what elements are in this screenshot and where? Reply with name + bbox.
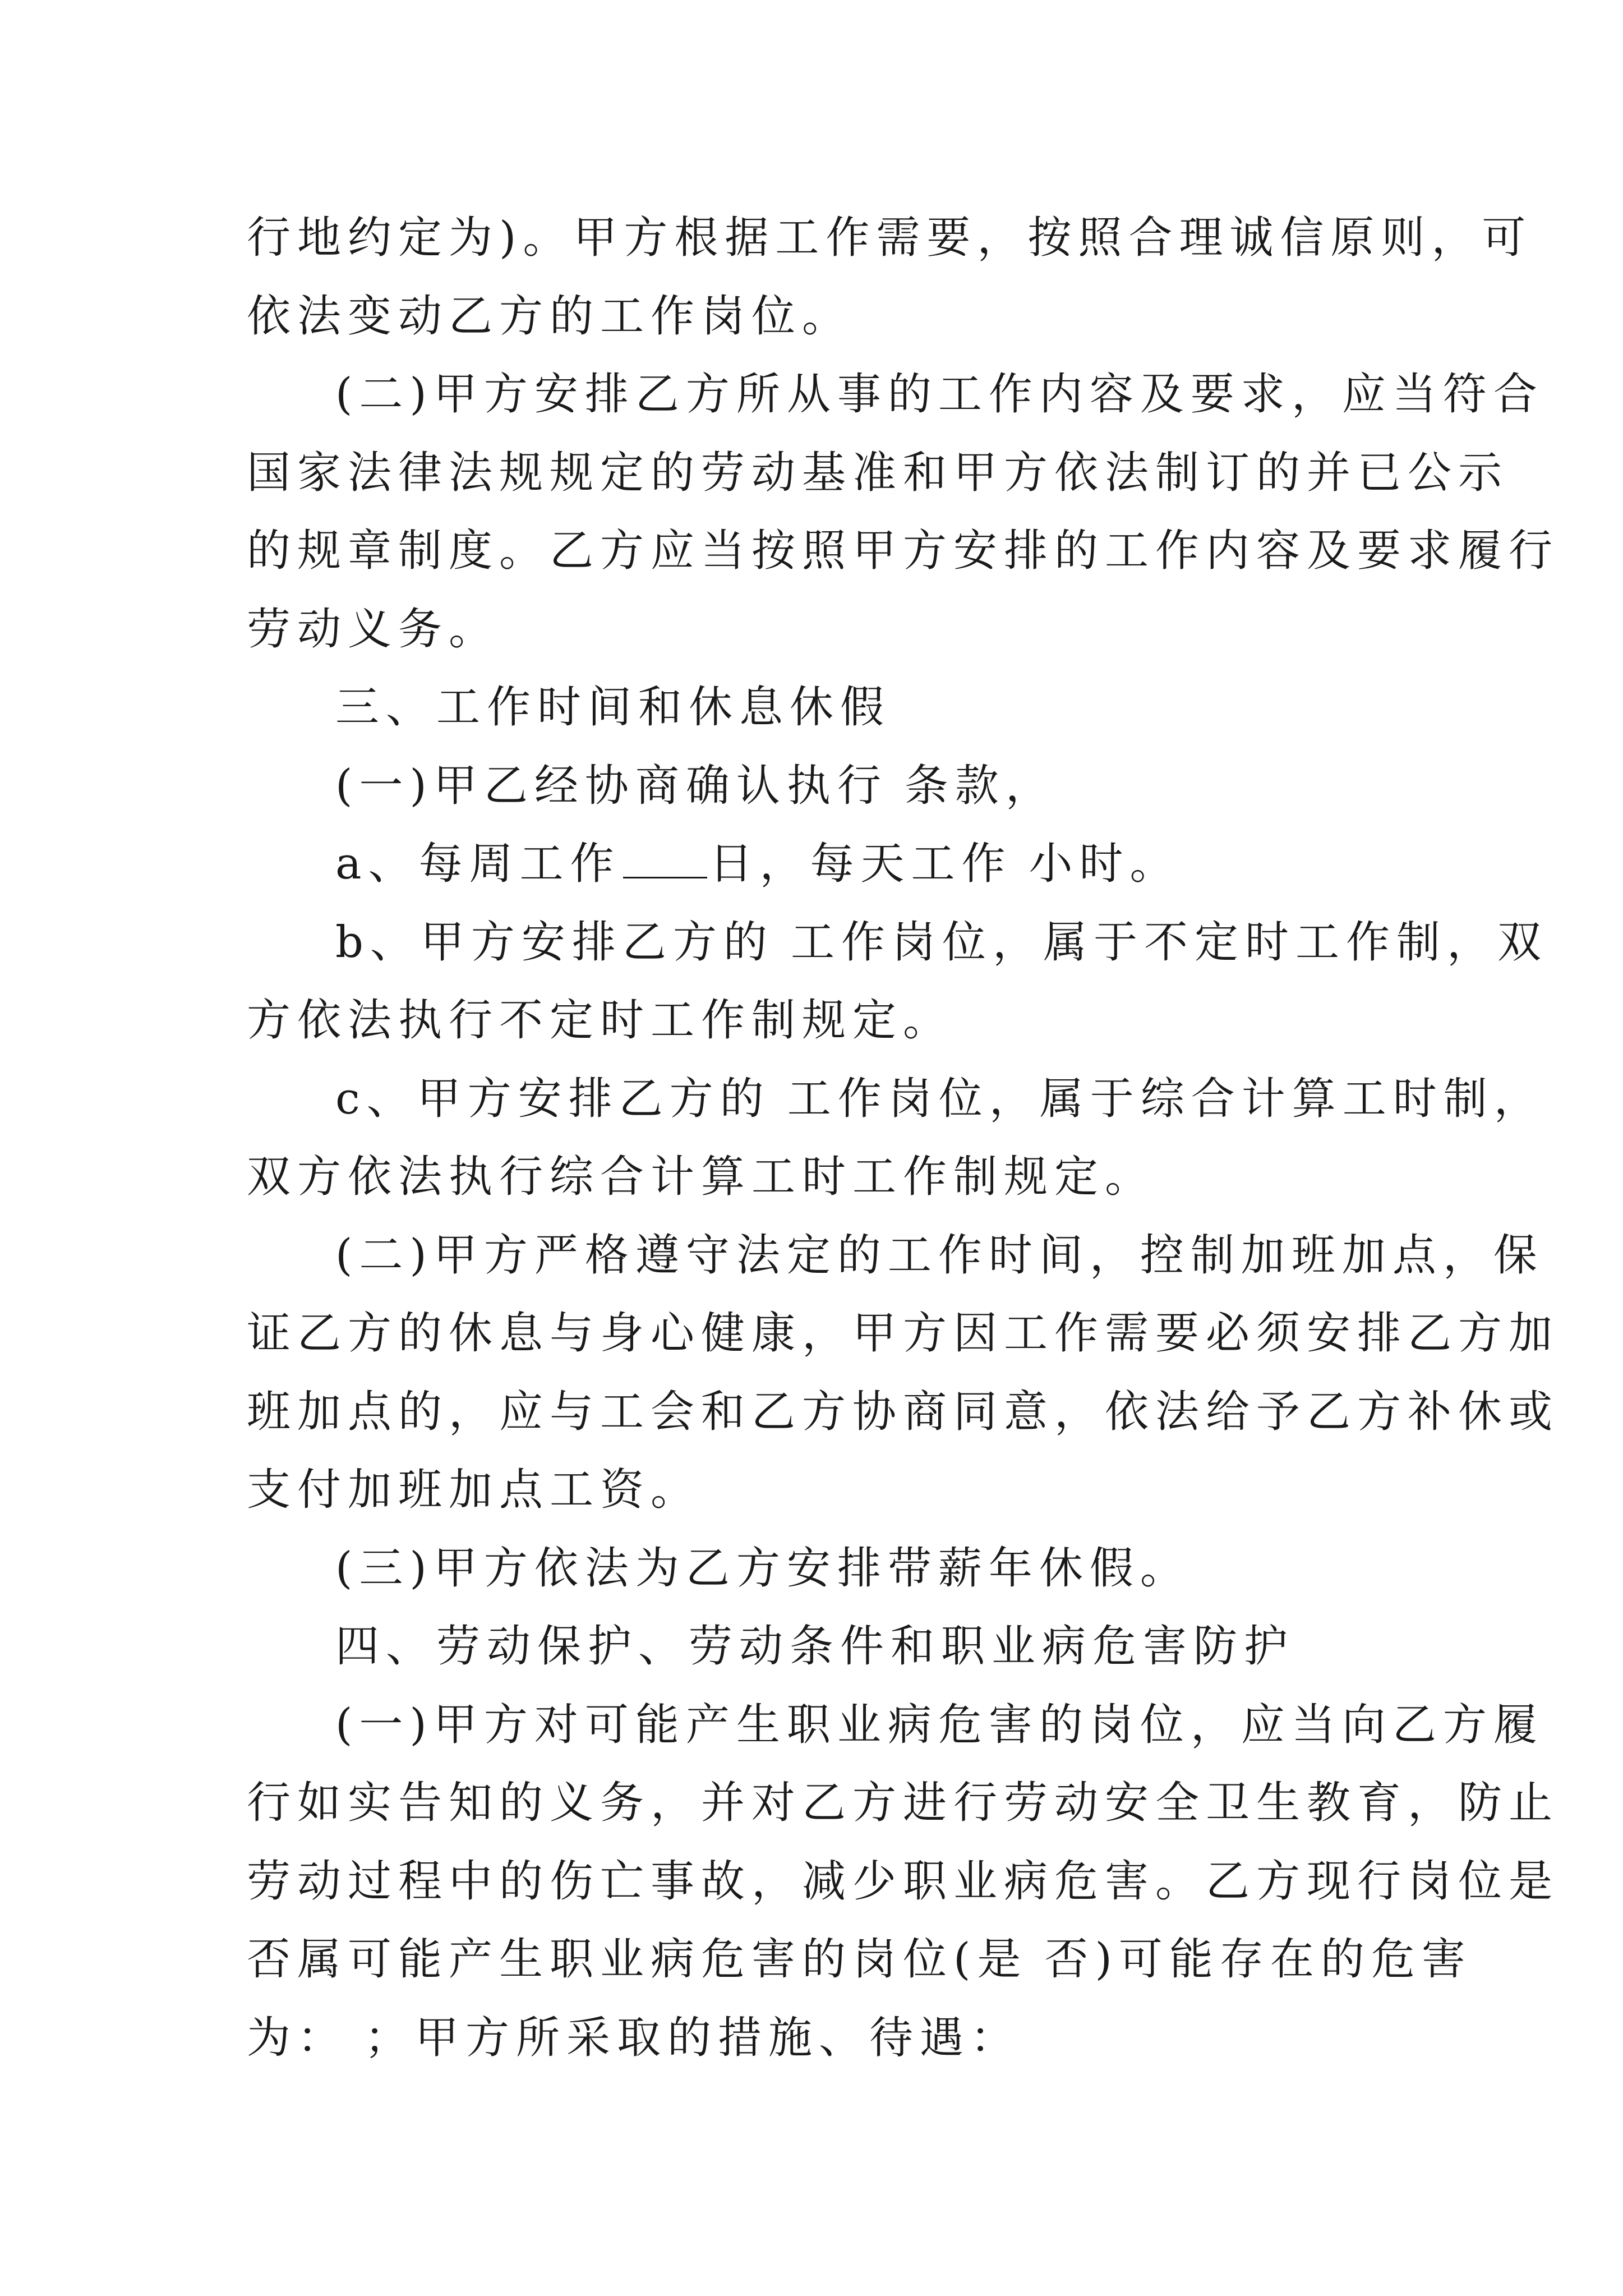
text-line: 双方依法执行综合计算工时工作制规定。 [247,1152,1156,1202]
paragraph-line [247,278,1408,356]
text-line: (一)甲方对可能产生职业病危害的岗位，应当向乙方履 [335,1699,1544,1750]
paragraph-line [247,356,1544,434]
text-line: 工作岗位，属于综合计算工时制， [787,1073,1544,1124]
section-heading [247,669,1408,747]
text-line: 日，每天工作 [709,839,1012,889]
text-line: 支付加班加点工资。 [247,1465,702,1515]
text-line: 否属可能产生职业病危害的岗位(是 [247,1934,1028,1985]
text-line: (一)甲乙经协商确认执行 [335,760,888,811]
paragraph-line [247,1530,1408,1608]
paragraph-line [247,434,1509,513]
heading-text: 三、工作时间和休息休假 [335,682,891,733]
text-line: (二)甲方严格遵守法定的工作时间，控制加班加点，保 [335,1230,1544,1281]
text-line: 工作岗位，属于不定时工作制，双 [790,917,1548,968]
text-line: (三)甲方依法为乙方安排带薪年休假。 [335,1543,1191,1594]
paragraph-line [247,825,1408,904]
text-line: 班加点的，应与工会和乙方协商同意，依法给予乙方补休或 [247,1386,1560,1437]
text-line: 行地约定为)。甲方根据工作需要，按照合理诚信原则，可 [247,213,1533,263]
paragraph-line [247,1295,1560,1373]
paragraph-line [247,1999,1408,2078]
paragraph-line [247,904,1548,982]
heading-text: 四、劳动保护、劳动条件和职业病危害防护 [335,1621,1295,1672]
text-line: (二)甲方安排乙方所从事的工作内容及要求，应当符合 [335,369,1544,420]
paragraph-line [247,1764,1560,1843]
text-line: 的规章制度。乙方应当按照甲方安排的工作内容及要求履行 [247,526,1560,576]
text-line: 依法变动乙方的工作岗位。 [247,291,853,342]
paragraph-line [247,512,1560,591]
paragraph-line [247,982,1408,1060]
paragraph-line [247,1217,1544,1295]
text-line: 条款， [904,760,1056,811]
text-line: 证乙方的休息与身心健康，甲方因工作需要必须安排乙方加 [247,1308,1560,1359]
section-heading [247,1608,1408,1686]
document-body [247,199,1560,2077]
paragraph-line [247,1686,1544,1765]
text-line: 方依法执行不定时工作制规定。 [247,995,954,1046]
paragraph-line [247,1921,1472,1999]
text-line: 行如实告知的义务，并对乙方进行劳动安全卫生教育，防止 [247,1778,1560,1828]
text-line: 否)可能存在的危害 [1044,1934,1472,1985]
paragraph-line [247,199,1533,278]
paragraph-line [247,1060,1544,1139]
paragraph-line [247,747,1408,826]
text-line: a、每周工作 [335,839,621,889]
text-line: 劳动过程中的伤亡事故，减少职业病危害。乙方现行岗位是 [247,1856,1560,1907]
text-line: c、甲方安排乙方的 [335,1073,771,1124]
paragraph-line [247,1138,1408,1217]
text-line: b、甲方安排乙方的 [335,917,774,968]
text-line: 为： [247,2012,348,2063]
text-line: ；甲方所采取的措施、待遇： [365,2012,1021,2063]
paragraph-line [247,1373,1560,1452]
text-line: 劳动义务。 [247,604,500,655]
text-line: 国家法律法规规定的劳动基准和甲方依法制订的并已公示 [247,447,1509,498]
paragraph-line [247,591,1408,669]
paragraph-line [247,1451,1408,1530]
text-line: 小时。 [1029,839,1181,889]
paragraph-line [247,1843,1560,1921]
fill-in-blank [623,842,707,878]
